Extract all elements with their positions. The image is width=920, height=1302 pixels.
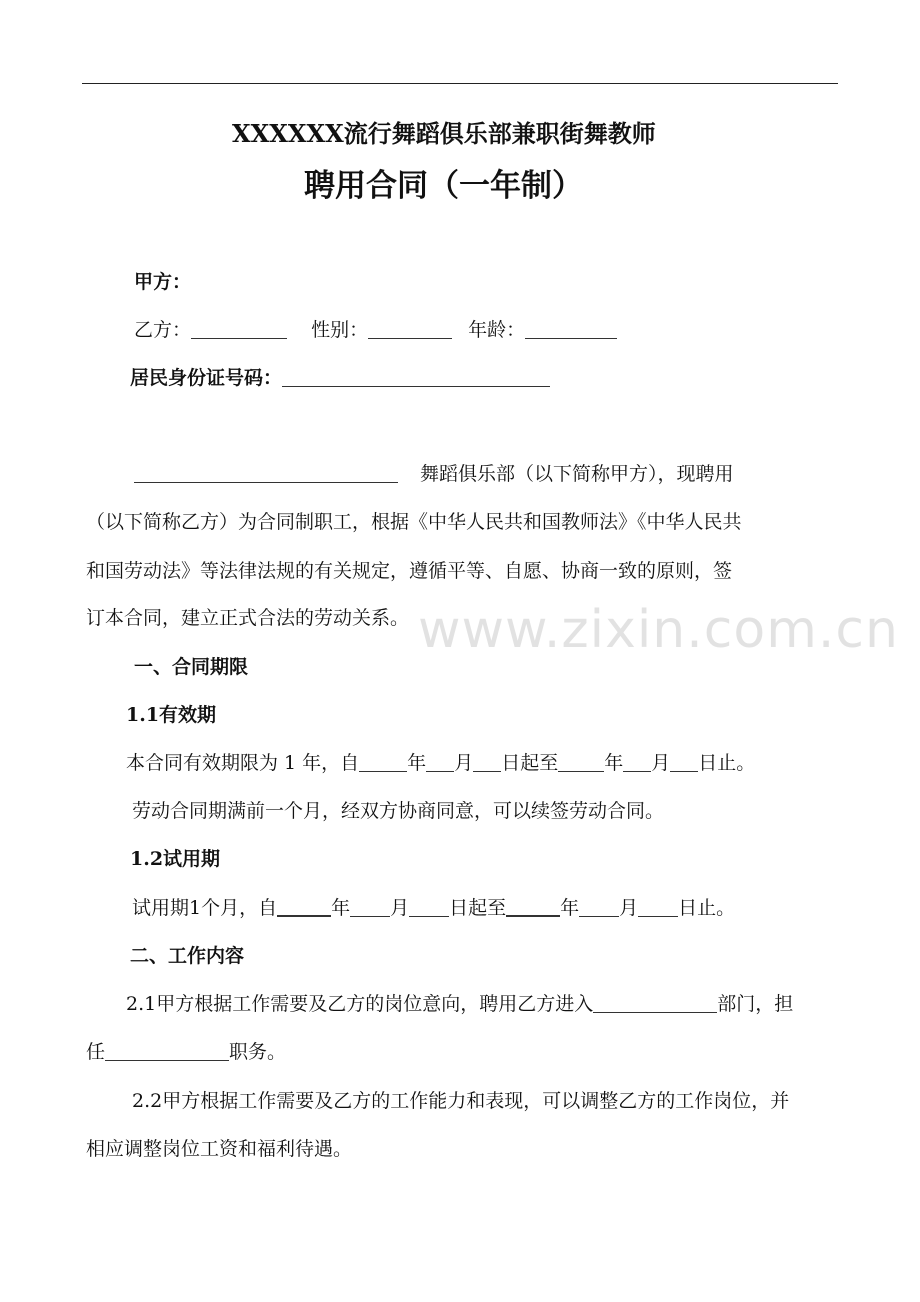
trial-text: 试用期1个月，自 [132, 897, 278, 919]
watermark: www.zixin.com.cn [418, 600, 899, 660]
gender-label: 性别： [311, 319, 369, 341]
party-b-blank[interactable] [191, 318, 287, 339]
club-name-blank[interactable] [134, 462, 398, 483]
party-b-row [134, 316, 617, 344]
month-label: 月 [454, 752, 474, 774]
day-from-label: 日起至 [449, 897, 507, 919]
intro-line-1 [134, 460, 734, 488]
day-to-label: 日止。 [698, 752, 756, 774]
day-from-label: 日起至 [501, 752, 559, 774]
year-label: 年 [407, 752, 427, 774]
validity-start-day-blank[interactable] [473, 751, 501, 772]
month-label: 月 [619, 897, 639, 919]
intro-line-4: 订本合同，建立正式合法的劳动关系。 [86, 607, 410, 629]
year-label: 年 [331, 897, 351, 919]
validity-end-month-blank[interactable] [623, 751, 651, 772]
validity-end-year-blank[interactable] [558, 751, 604, 772]
trial-end-month-blank[interactable] [579, 896, 619, 917]
validity-line [126, 749, 755, 777]
section-2-2-line-1: 2.2甲方根据工作需要及乙方的工作能力和表现，可以调整乙方的工作岗位，并 [132, 1090, 790, 1112]
year-label: 年 [560, 897, 580, 919]
section-2-1-text: 2.1甲方根据工作需要及乙方的岗位意向，聘用乙方进入 [126, 993, 594, 1015]
party-b-label: 乙方： [134, 319, 192, 341]
title-line-1: XXXXXX流行舞蹈俱乐部兼职街舞教师 [232, 119, 656, 148]
section-1-2-heading: 1.2试用期 [130, 848, 221, 870]
month-label: 月 [651, 752, 671, 774]
gender-blank[interactable] [368, 318, 452, 339]
trial-start-year-blank[interactable] [277, 895, 331, 917]
intro-line-3: 和国劳动法》等法律法规的有关规定，遵循平等、自愿、协商一致的原则，签 [86, 560, 733, 582]
id-number-blank[interactable] [282, 366, 550, 387]
validity-start-month-blank[interactable] [426, 751, 454, 772]
validity-end-day-blank[interactable] [670, 751, 698, 772]
trial-line [132, 894, 735, 922]
intro-line-1-text: 舞蹈俱乐部（以下简称甲方），现聘用 [420, 463, 734, 485]
trial-end-day-blank[interactable] [638, 896, 678, 917]
title-line-2: 聘用合同（一年制） [304, 168, 583, 204]
year-label: 年 [604, 752, 624, 774]
section-2-heading: 二、工作内容 [130, 945, 245, 967]
section-2-1-line-2 [86, 1038, 286, 1066]
validity-text: 本合同有效期限为 1 年，自 [126, 752, 360, 774]
position-blank[interactable] [105, 1040, 229, 1061]
position-suffix: 职务。 [229, 1041, 287, 1063]
trial-start-day-blank[interactable] [409, 896, 449, 917]
department-suffix: 部门，担 [717, 993, 794, 1015]
intro-line-2: （以下简称乙方）为合同制职工，根据《中华人民共和国教师法》《中华人民共 [86, 511, 742, 533]
trial-start-month-blank[interactable] [350, 896, 390, 917]
department-blank[interactable] [593, 992, 717, 1013]
id-number-label: 居民身份证号码： [130, 367, 283, 389]
party-a-label: 甲方： [134, 271, 192, 293]
position-prefix: 任 [86, 1041, 106, 1063]
month-label: 月 [390, 897, 410, 919]
section-1-heading: 一、合同期限 [134, 656, 249, 678]
renewal-line: 劳动合同期满前一个月，经双方协商同意，可以续签劳动合同。 [132, 800, 665, 822]
day-to-label: 日止。 [678, 897, 736, 919]
id-number-row [130, 364, 550, 392]
trial-end-year-blank[interactable] [506, 895, 560, 917]
validity-start-year-blank[interactable] [359, 751, 407, 772]
section-2-1-line-1 [126, 990, 793, 1018]
header-rule [82, 83, 838, 84]
age-label: 年龄： [468, 319, 526, 341]
section-1-1-heading: 1.1有效期 [126, 704, 217, 726]
section-2-2-line-2: 相应调整岗位工资和福利待遇。 [86, 1138, 353, 1160]
age-blank[interactable] [525, 318, 617, 339]
